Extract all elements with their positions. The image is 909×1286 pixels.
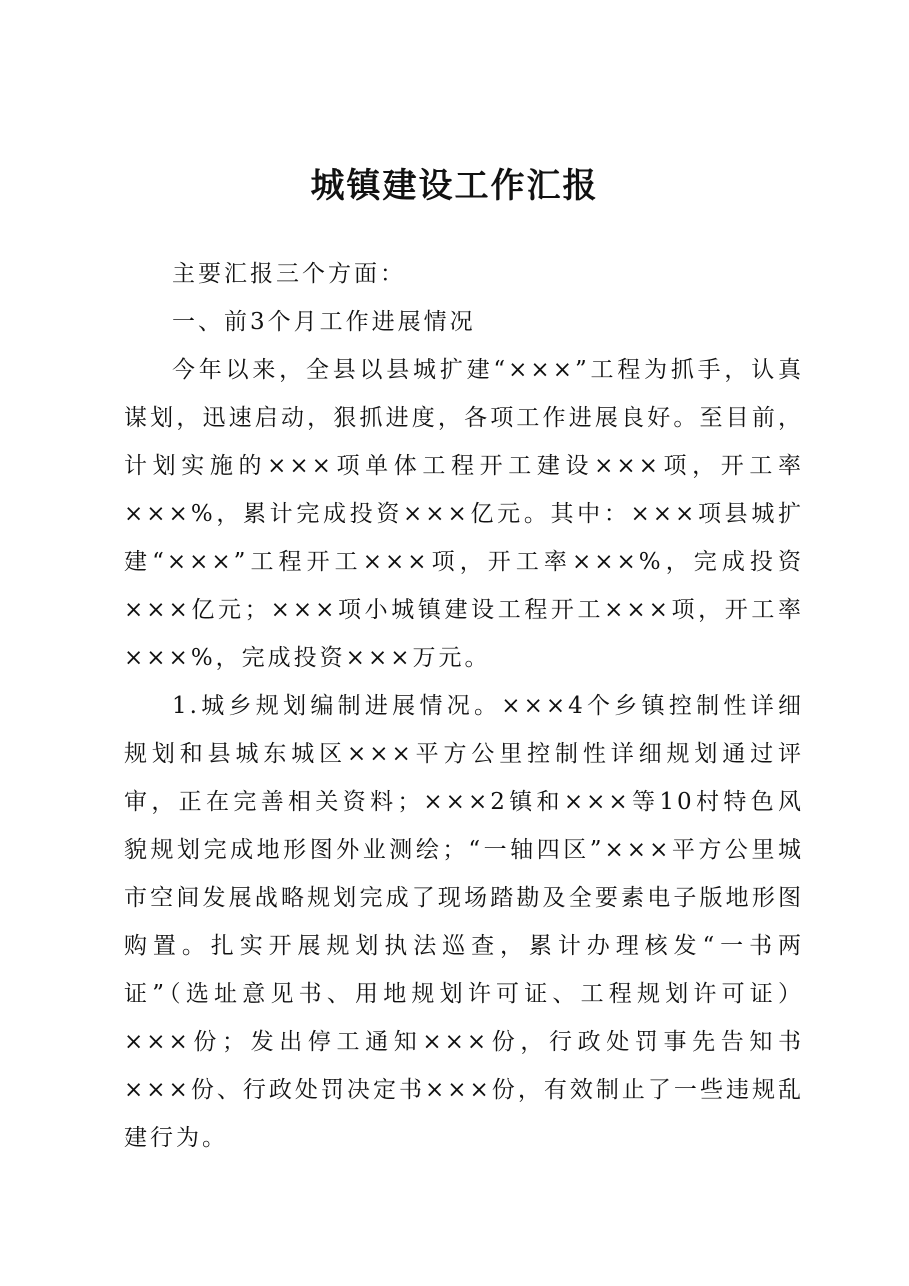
document-title: 城镇建设工作汇报 [310,166,599,206]
intro-paragraph: 主要汇报三个方面： [172,261,406,287]
planning-paragraph: 1.城乡规划编制进展情况。×××4个乡镇控制性详细规划和县城东城区×××平方公里控制性详细规划通过评审，正在完善相关资料；×××2镇和×××等10村特色风貌规划完成地形图外业测绘；“一轴四区”×××平方公里城市空间发展战略规划完成了现场踏勘及全要素电子版地形图购置。扎实开展规划执法巡查，累计办理核发“一书两证”（选址意见书、用地规划许可证、工程规划许可证）×××份；发出停工通知×××份，行政处罚事先告知书×××份、行政处罚决定书×××份，有效制止了一些违规乱建行为。 [124,693,804,1151]
document-body [124,250,804,1162]
progress-paragraph: 今年以来，全县以县城扩建“×××”工程为抓手，认真谋划，迅速启动，狠抓进度，各项工作进展良好。至目前，计划实施的×××项单体工程开工建设×××项，开工率×××%，累计完成投资×××亿元。其中：×××项县城扩建“×××”工程开工×××项，开工率×××%，完成投资×××亿元；×××项小城镇建设工程开工×××项，开工率×××%，完成投资×××万元。 [124,357,804,671]
section-heading: 一、前3个月工作进展情况 [172,309,476,335]
